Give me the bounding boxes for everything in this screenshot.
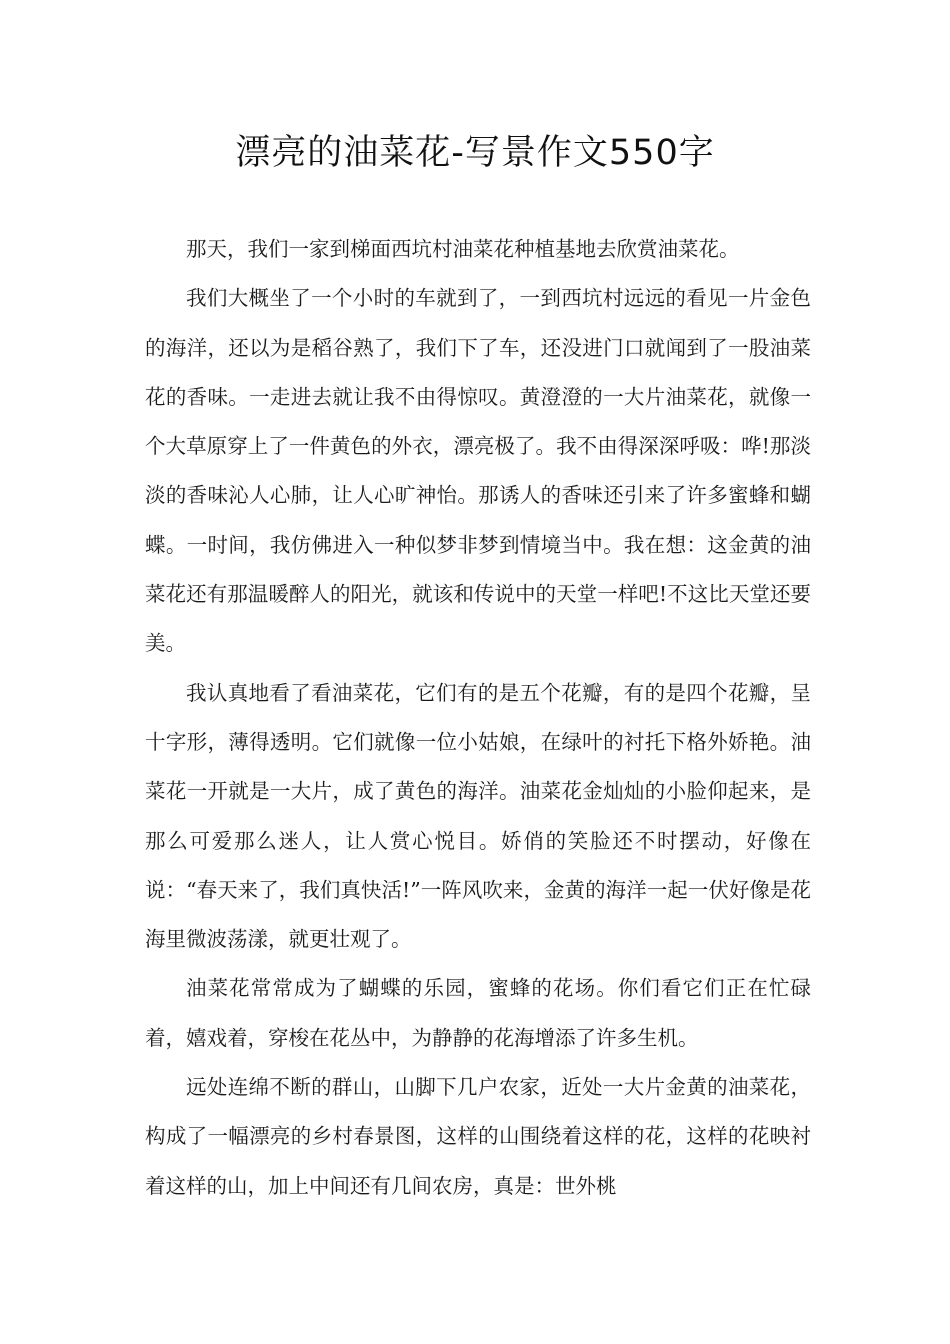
document-body xyxy=(145,225,811,1211)
document-title: 漂亮的油菜花-写景作文550字 xyxy=(235,133,715,173)
paragraph-3: 我认真地看了看油菜花，它们有的是五个花瓣，有的是四个花瓣，呈十字形，薄得透明。它们就像一位小姑娘，在绿叶的衬托下格外娇艳。油菜花一开就是一大片，成了黄色的海洋。油菜花金灿灿的小脸仰起来，是那么可爱那么迷人，让人赏心悦目。娇俏的笑脸还不时摆动，好像在说：“春天来了，我们真快活!”一阵风吹来，金黄的海洋一起一伏好像是花海里微波荡漾，就更壮观了。 xyxy=(145,680,811,952)
paragraph-5: 远处连绵不断的群山，山脚下几户农家，近处一大片金黄的油菜花，构成了一幅漂亮的乡村春景图，这样的山围绕着这样的花，这样的花映衬着这样的山，加上中间还有几间农房，真是：世外桃 xyxy=(145,1075,811,1198)
paragraph-2: 我们大概坐了一个小时的车就到了，一到西坑村远远的看见一片金色的海洋，还以为是稻谷熟了，我们下了车，还没进门口就闻到了一股油菜花的香味。一走进去就让我不由得惊叹。黄澄澄的一大片油菜花，就像一个大草原穿上了一件黄色的外衣，漂亮极了。我不由得深深呼吸：哗!那淡淡的香味沁人心肺，让人心旷神怡。那诱人的香味还引来了许多蜜蜂和蝴蝶。一时间，我仿佛进入一种似梦非梦到情境当中。我在想：这金黄的油菜花还有那温暖醉人的阳光，就该和传说中的天堂一样吧!不这比天堂还要美。 xyxy=(145,286,811,656)
paragraph-1: 那天，我们一家到梯面西坑村油菜花种植基地去欣赏油菜花。 xyxy=(186,237,740,261)
paragraph-4: 油菜花常常成为了蝴蝶的乐园，蜜蜂的花场。你们看它们正在忙碌着，嬉戏着，穿梭在花丛中，为静静的花海增添了许多生机。 xyxy=(145,976,811,1050)
